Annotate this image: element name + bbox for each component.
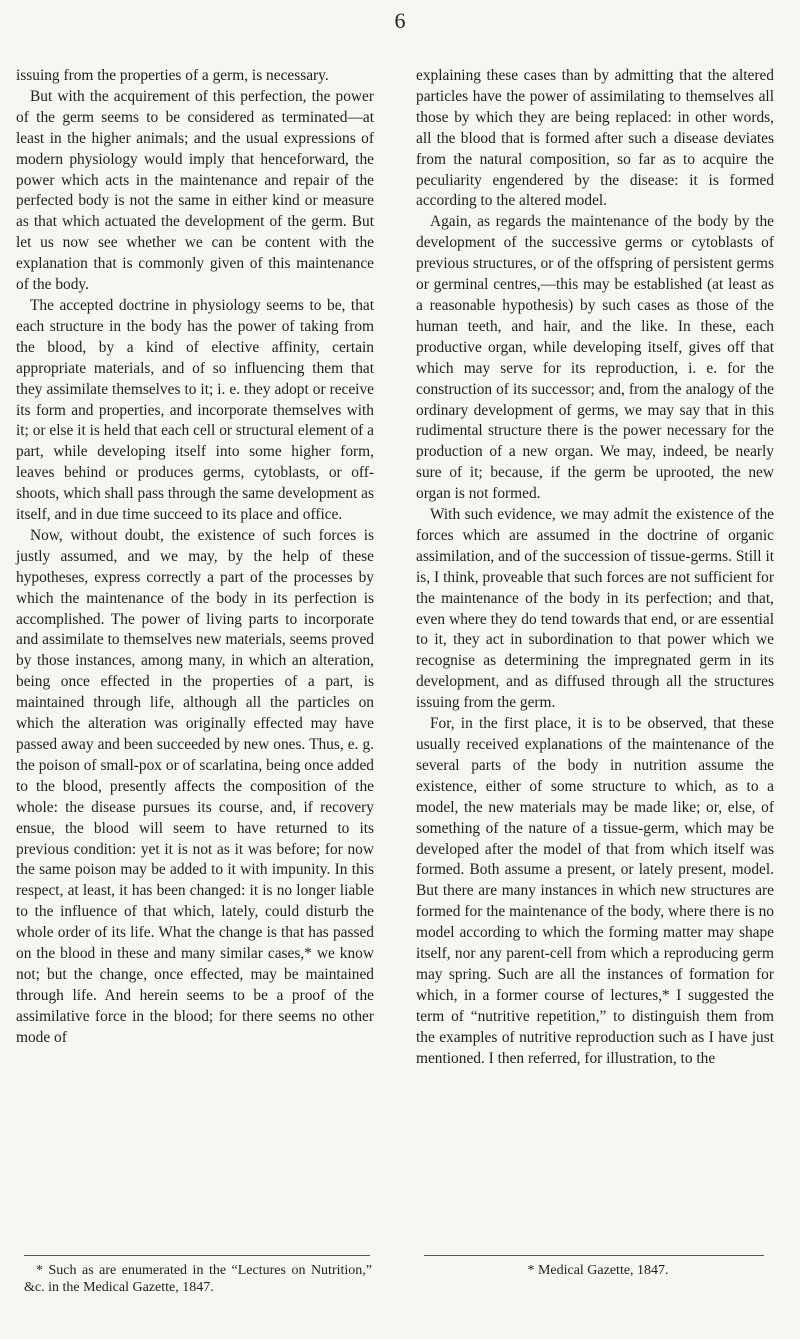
right-column [416,66,774,1070]
left-paragraph-4: Now, without doubt, the existence of such forces is justly assumed, and we may, by the help of these hypotheses, express correctly a part of the processes by which the maintenance of the body in its perfection is accomplished. The power of living parts to incorporate and assimilate to themselves new materials, seems proved by those instances, among many, in which an alteration, being once effected in the properties of a part, is maintained through life, although all the particles on which the alteration was originally effected may have passed away and been succeeded by new ones. Thus, e. g. the poison of small-pox or of scarlatina, being once added to the blood, presently affects the composition of the whole: the disease pursues its course, and, if recovery ensue, the blood will seem to have returned to its previous condition: yet it is not as it was before; for now the same poison may be added to it with impunity. In this respect, at least, it has been changed: it is no longer liable to the influence of that which, lately, could disturb the whole order of its life. What the change is that has passed on the blood in these and many similar cases,* we know not; but the change, once effected, may be maintained through life. And herein seems to be a proof of the assimilative force in the blood; for there seems no other mode of [16,526,374,1046]
right-paragraph-4: For, in the first place, it is to be observed, that these usually received explanations of the maintenance of the several parts of the body in nutrition assume the existence, either of some structure to which, as to a model, the new materials may be made like; or, else, of something of the nature of a tissue-germ, which may be developed after the model of that from which itself was formed. Both assume a present, or lately present, model. But there are many instances in which new structures are formed for the maintenance of the body, where there is no model according to which the forming matter may shape itself, nor any parent-cell from which a reproducing germ may spring. Such are all the instances of formation for which, in a former course of lectures,* I suggested the term of “nutritive repetition,” to distinguish them from the examples of nutritive reproduction such as I have just mentioned. I then referred, for illustration, to the [416,715,774,1067]
right-paragraph-1: explaining these cases than by admitting that the altered particles have the power of assimilating to themselves all those by which they are being replaced: in other words, all the blood that is formed after such a disease deviates from the natural composition, so far as to acquire the peculiarity engendered by the disease: it is formed according to the altered model. [416,67,774,210]
left-paragraph-2: But with the acquirement of this perfection, the power of the germ seems to be considered as terminated—at least in the higher animals; and the usual expressions of modern physiology would imply that henceforward, the power which acts in the maintenance and repair of the perfected body is not the same in either kind or measure as that which actuated the development of the germ. But let us now see whether we can be content with the explanation that is commonly given of this maintenance of the body. [16,87,374,294]
right-paragraph-2: Again, as regards the maintenance of the body by the development of the successive germs or cytoblasts of previous structures, or of the offspring of persistent germs or germinal centres,—this may be established (at least as a reasonable hypothesis) by such cases as those of the human teeth, and hair, and the like. In these, each productive organ, while developing itself, gives off that which may serve for its reproduction, i. e. for the construction of its successor; and, from the analogy of the ordinary development of germs, we may say that in this rudimental structure there is the power necessary for the production of a new organ. We may, indeed, be nearly sure of it; because, if the germ be uprooted, the new organ is not formed. [416,213,774,503]
right-paragraph-3: With such evidence, we may admit the existence of the forces which are assumed in the doctrine of organic assimilation, and of the succession of tissue-germs. Still it is, I think, proveable that such forces are not sufficient for the maintenance of the body in its perfection; and that, even where they do tend towards that end, or are essential to it, they act in subordination to that power which we recognise as determining the impregnated germ in its development, and as diffused through all the structures issuing from the germ. [416,506,774,712]
footnote-divider-right [424,1255,764,1256]
footnote-right: * Medical Gazette, 1847. [527,1263,669,1278]
left-column [16,66,374,1049]
left-paragraph-3: The accepted doctrine in physiology seems to be, that each structure in the body has the power of taking from the blood, by a kind of elective affinity, certain appropriate materials, and of so influencing them that they assimilate themselves to it; i. e. they adopt or receive its form and properties, and incorporate themselves with it; or else it is held that each cell or structural element of a part, while developing itself into some higher form, leaves behind or produces germs, cytoblasts, or off-shoots, which shall pass through the same development as itself, and in due time succeed to its place and office. [16,296,374,524]
footnote-left: * Such as are enumerated in the “Lectures on Nutrition,” &c. in the Medical Gazette, 1847. [24,1263,372,1295]
footnote-divider-left [24,1255,370,1256]
left-paragraph-1: issuing from the properties of a germ, is necessary. [16,67,329,84]
page-number: 6 [394,8,406,33]
